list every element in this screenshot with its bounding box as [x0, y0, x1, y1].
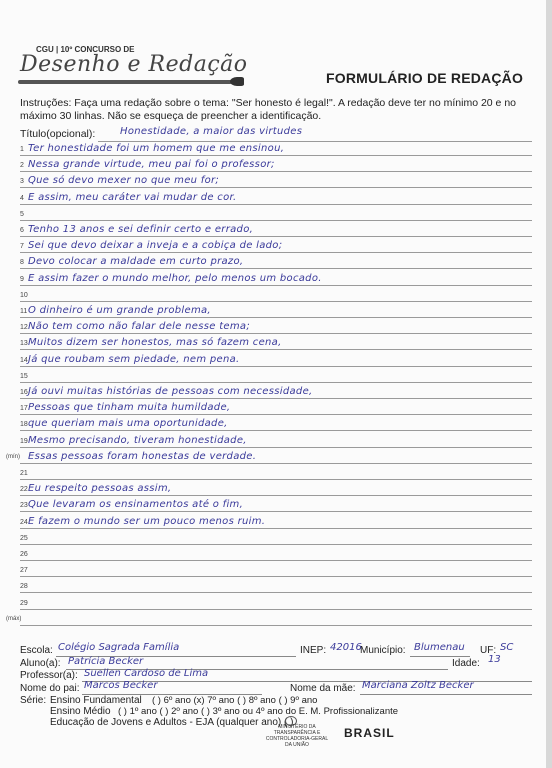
uf-value[interactable]: SC: [500, 642, 514, 653]
line-number: 12: [20, 324, 28, 331]
essay-line-text[interactable]: Pessoas que tinham muita humildade,: [28, 402, 231, 413]
essay-line-rule: [20, 495, 532, 496]
father-label: Nome do pai:: [20, 683, 80, 694]
essay-line-rule: [20, 544, 532, 545]
essay-line-rule: [20, 447, 532, 448]
line-number: 15: [20, 373, 28, 380]
essay-line-rule: [20, 463, 532, 464]
father-value[interactable]: Marcos Becker: [84, 680, 158, 691]
line-number: 4: [20, 195, 24, 202]
series-label: Série:: [20, 695, 47, 706]
essay-line-rule: [20, 560, 532, 561]
essay-line-rule: [20, 285, 532, 286]
essay-line-rule: [20, 349, 532, 350]
inep-value[interactable]: 42016: [330, 642, 362, 653]
city-underline: [410, 656, 470, 657]
mother-value[interactable]: Marciana Zoltz Becker: [362, 680, 474, 691]
essay-line-text[interactable]: Não tem como não falar dele nesse tema;: [28, 321, 251, 332]
essay-line-text[interactable]: Nessa grande virtude, meu pai foi o professor;: [28, 159, 275, 170]
paintbrush-icon: [18, 80, 232, 84]
uf-label: UF:: [480, 645, 497, 656]
line-number: 2: [20, 162, 24, 169]
line-number: 19: [20, 438, 28, 445]
scan-edge: [546, 0, 552, 768]
essay-line-rule: [20, 479, 532, 480]
essay-line-text[interactable]: Eu respeito pessoas assim,: [28, 483, 172, 494]
medio-label: Ensino Médio: [50, 706, 111, 717]
line-number: 11: [20, 308, 28, 315]
teacher-label: Professor(a):: [20, 670, 78, 681]
essay-line-text[interactable]: Ter honestidade foi um homem que me ensinou,: [28, 143, 285, 154]
essay-line-rule: [20, 609, 532, 610]
line-number: 26: [20, 551, 28, 558]
title-label: Título(opcional):: [20, 128, 96, 140]
line-number: 14: [20, 357, 28, 364]
ministry-logo-text: MINISTÉRIO DA TRANSPARÊNCIA E CONTROLADORIA-GERAL DA UNIÃO: [265, 724, 329, 748]
age-value[interactable]: 13: [488, 654, 501, 665]
line-number: 23: [20, 502, 28, 509]
essay-line-rule: [20, 317, 532, 318]
line-number: 22: [20, 486, 28, 493]
contest-logo-text: Desenho e Redação: [20, 52, 248, 77]
form-title: FORMULÁRIO DE REDAÇÃO: [326, 70, 524, 86]
age-label: Idade:: [452, 658, 480, 669]
essay-line-text[interactable]: Que levaram os ensinamentos até o fim,: [28, 499, 244, 510]
essay-line-text[interactable]: Essas pessoas foram honestas de verdade.: [28, 451, 257, 462]
essay-line-rule: [20, 268, 532, 269]
essay-line-rule: [20, 204, 532, 205]
line-number: 6: [20, 227, 24, 234]
contest-label: CGU | 10º CONCURSO DE: [36, 45, 135, 54]
essay-line-rule: [20, 155, 532, 156]
line-number: 9: [20, 276, 24, 283]
essay-line-text[interactable]: O dinheiro é um grande problema,: [28, 305, 211, 316]
line-number: 8: [20, 259, 24, 266]
essay-line-rule: [20, 625, 532, 626]
essay-line-text[interactable]: Já que roubam sem piedade, nem pena.: [28, 354, 240, 365]
line-number: 21: [20, 470, 28, 477]
essay-line-rule: [20, 398, 532, 399]
essay-line-text[interactable]: Muitos dizem ser honestos, mas só fazem cena,: [28, 337, 282, 348]
essay-line-rule: [20, 430, 532, 431]
line-number: 27: [20, 567, 28, 574]
line-number: 16: [20, 389, 28, 396]
essay-line-rule: [20, 252, 532, 253]
essay-line-text[interactable]: que queriam mais uma oportunidade,: [28, 418, 228, 429]
fundamental-label: Ensino Fundamental: [50, 695, 142, 706]
line-number: 7: [20, 243, 24, 250]
city-value[interactable]: Blumenau: [414, 642, 465, 653]
line-number: 10: [20, 292, 28, 299]
essay-line-text[interactable]: Que só devo mexer no que meu for;: [28, 175, 220, 186]
essay-line-rule: [20, 366, 532, 367]
essay-line-rule: [20, 220, 532, 221]
line-number: 24: [20, 519, 28, 526]
essay-line-text[interactable]: E fazem o mundo ser um pouco menos ruim.: [28, 516, 266, 527]
line-number: 28: [20, 583, 28, 590]
line-number: 29: [20, 600, 28, 607]
essay-line-rule: [20, 333, 532, 334]
line-number: 25: [20, 535, 28, 542]
school-value[interactable]: Colégio Sagrada Família: [58, 642, 180, 653]
student-label: Aluno(a):: [20, 658, 61, 669]
essay-line-text[interactable]: Sei que devo deixar a inveja e a cobiça de lado;: [28, 240, 283, 251]
line-number: 5: [20, 211, 24, 218]
essay-line-text[interactable]: Já ouvi muitas histórias de pessoas com necessidade,: [28, 386, 313, 397]
essay-line-rule: [20, 236, 532, 237]
essay-line-text[interactable]: Mesmo precisando, tiveram honestidade,: [28, 435, 247, 446]
student-value[interactable]: Patrícia Becker: [68, 656, 144, 667]
line-number: 1: [20, 146, 24, 153]
teacher-value[interactable]: Suellen Cardoso de Lima: [84, 668, 209, 679]
line-number: 17: [20, 405, 28, 412]
mother-label: Nome da mãe:: [290, 683, 356, 694]
instructions: Instruções: Faça uma redação sobre o tema: "Ser honesto é legal!". A redação deve ter no mínimo 20 e no máximo 30 linhas. Não se esqueça de preencher a identificação.: [20, 97, 516, 122]
brasil-logo: BRASIL: [344, 726, 395, 740]
mother-underline: [360, 694, 532, 695]
line-number: (mín): [6, 454, 20, 460]
essay-line-rule: [20, 187, 532, 188]
line-number: 18: [20, 421, 28, 428]
medio-options[interactable]: ( ) 1º ano ( ) 2º ano ( ) 3º ano ou 4º ano do E. M. Profissionalizante: [118, 706, 399, 717]
essay-line-rule: [20, 576, 532, 577]
line-number: 3: [20, 178, 24, 185]
title-line: [98, 141, 532, 142]
essay-line-text[interactable]: E assim fazer o mundo melhor, pelo menos um bocado.: [28, 273, 322, 284]
essay-line-text[interactable]: Devo colocar a maldade em curto prazo,: [28, 256, 244, 267]
essay-line-text[interactable]: E assim, meu caráter vai mudar de cor.: [28, 192, 237, 203]
line-number: (máx): [6, 616, 22, 622]
inep-label: INEP:: [300, 645, 327, 656]
essay-line-rule: [20, 414, 532, 415]
essay-line-text[interactable]: Tenho 13 anos e sei definir certo e errado,: [28, 224, 254, 235]
essay-line-rule: [20, 592, 532, 593]
essay-line-rule: [20, 171, 532, 172]
city-label: Município:: [360, 645, 406, 656]
fundamental-options[interactable]: ( ) 6º ano (x) 7º ano ( ) 8º ano ( ) 9º ano: [152, 695, 318, 706]
essay-line-rule: [20, 301, 532, 302]
eja-label[interactable]: Educação de Jovens e Adultos - EJA (qualquer ano) ( ): [50, 717, 294, 728]
essay-line-rule: [20, 511, 532, 512]
essay-line-rule: [20, 382, 532, 383]
essay-line-rule: [20, 528, 532, 529]
school-label: Escola:: [20, 645, 53, 656]
line-number: 13: [20, 340, 28, 347]
essay-title: Honestidade, a maior das virtudes: [120, 126, 303, 137]
